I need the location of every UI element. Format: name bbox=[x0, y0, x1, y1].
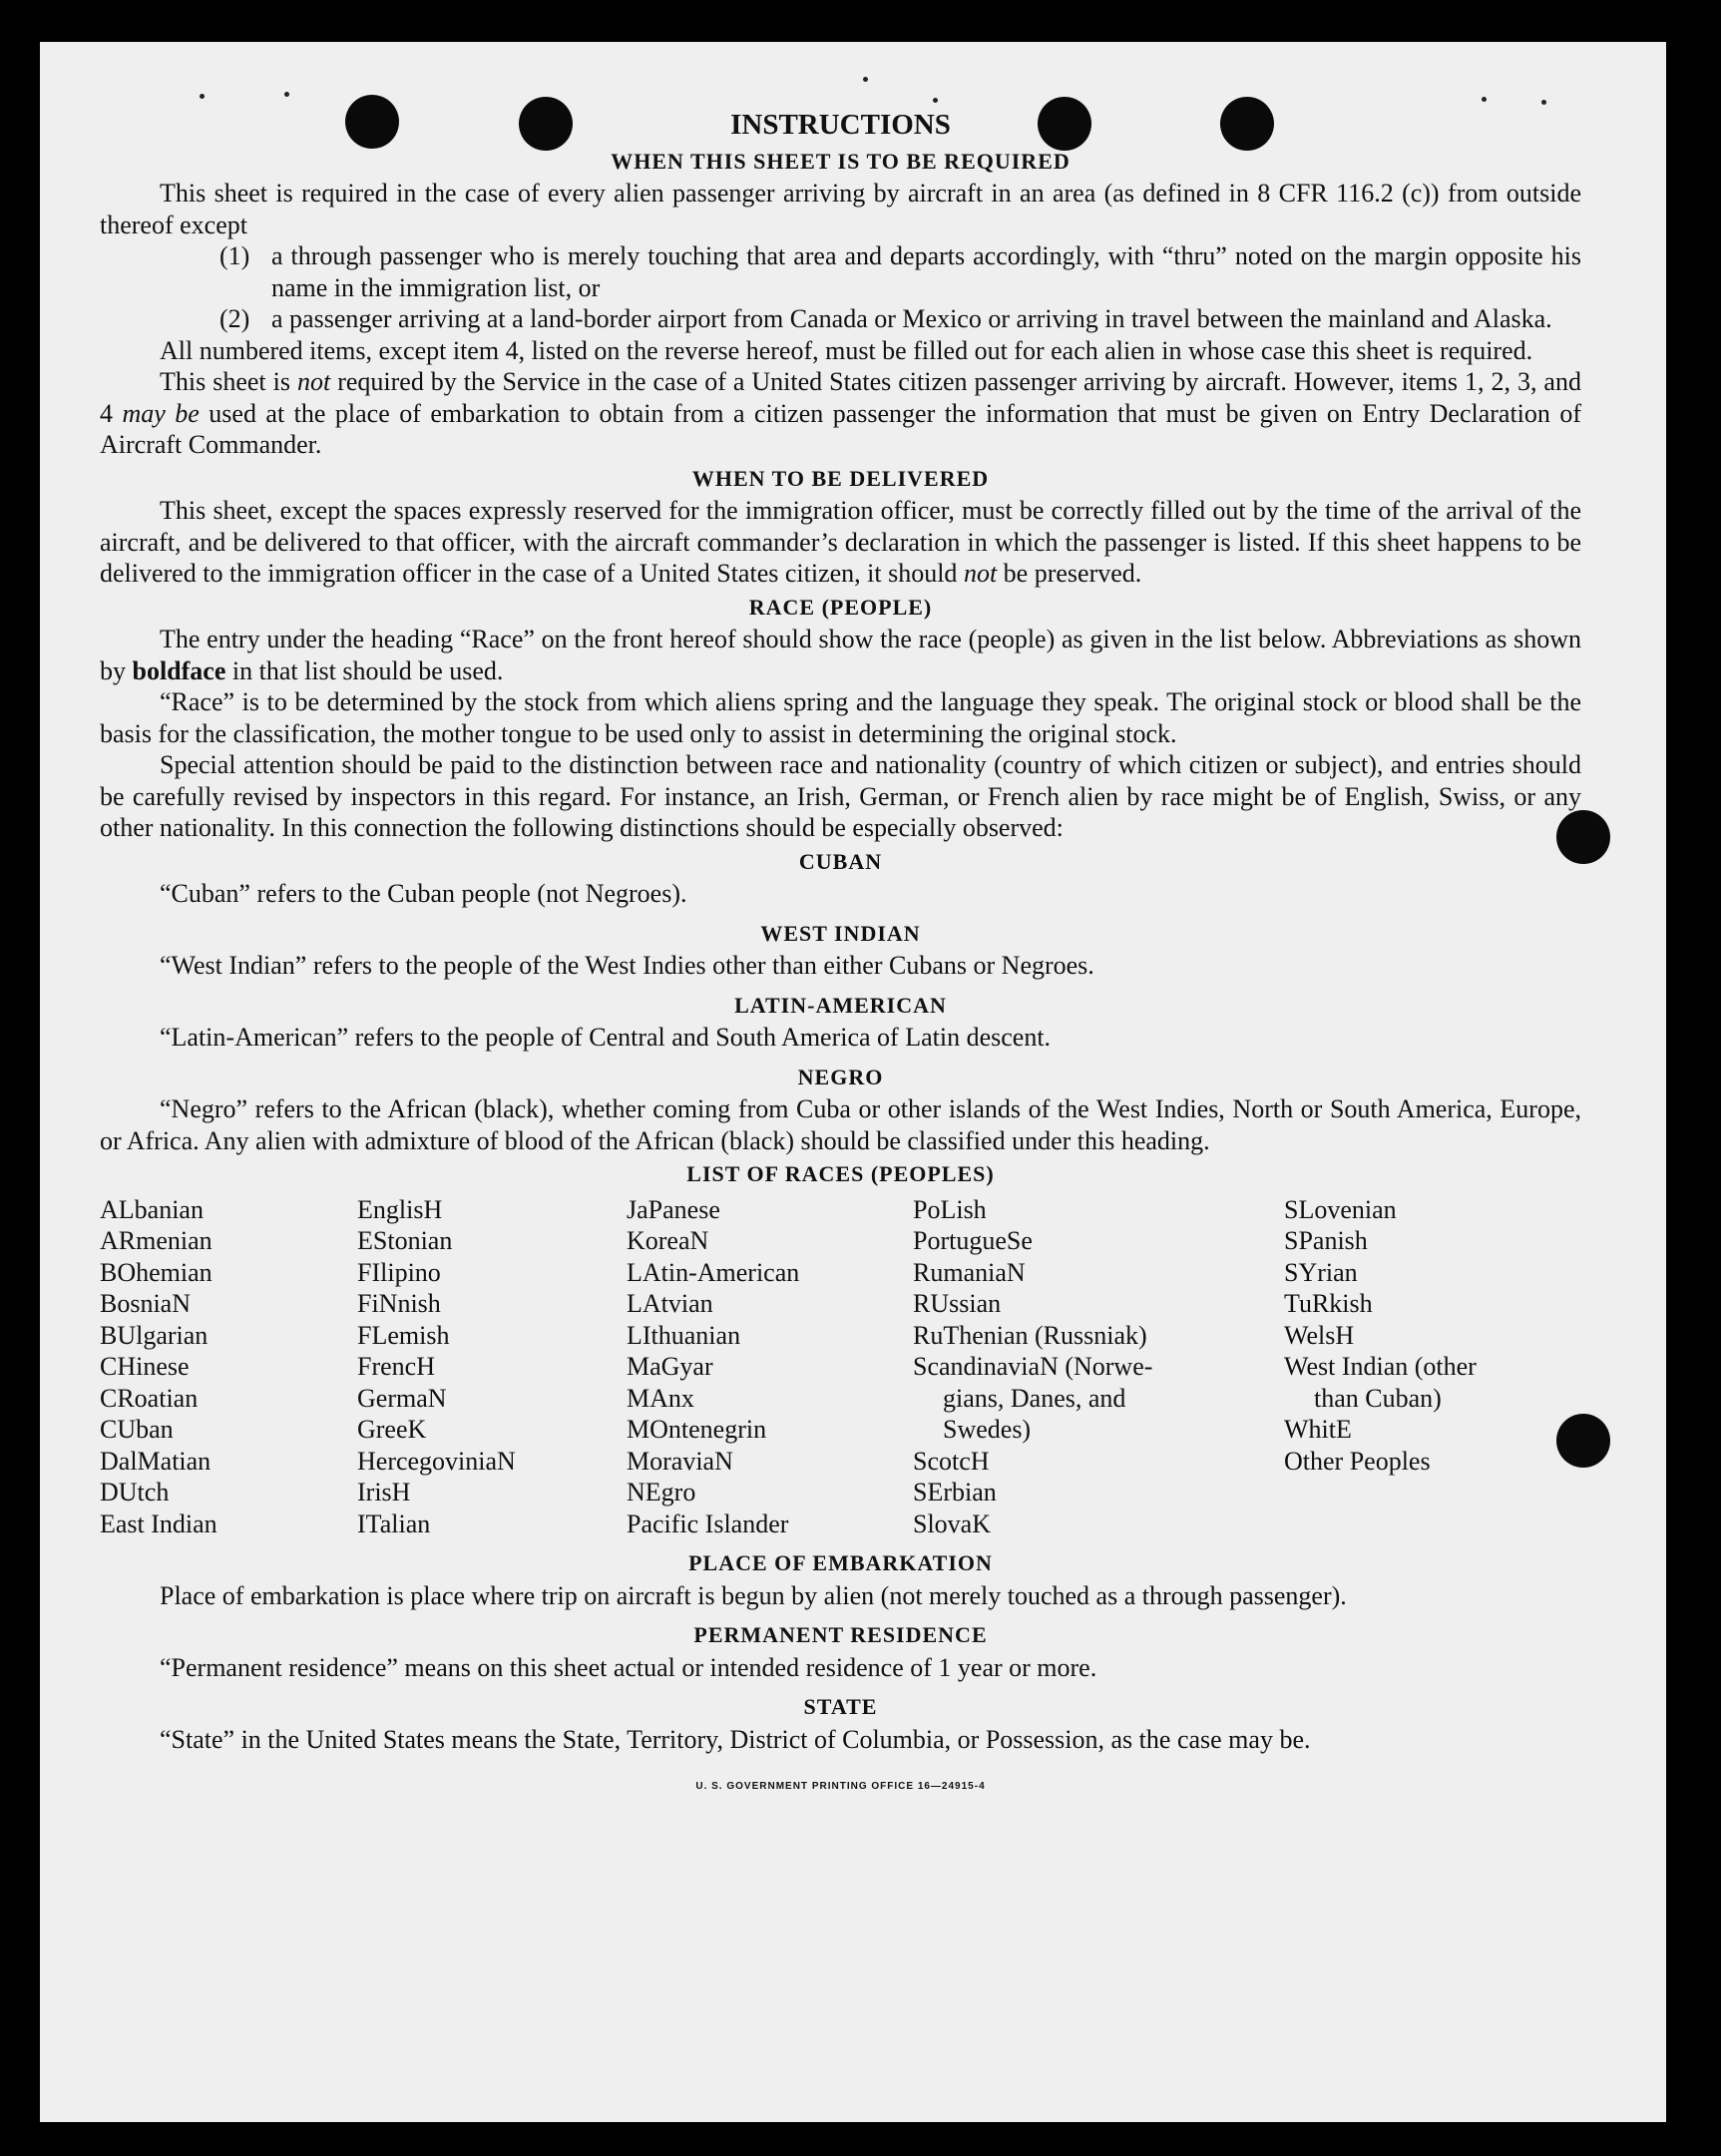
page-title: INSTRUCTIONS bbox=[730, 109, 951, 141]
race-entry: FiNnish bbox=[357, 1289, 441, 1318]
races-column bbox=[100, 1194, 357, 1540]
race-entry: SErbian bbox=[913, 1478, 997, 1507]
race-entry: PoLish bbox=[913, 1194, 987, 1224]
race-entry: ScandinaviaN (Norwe- bbox=[913, 1352, 1153, 1381]
race-entry: LAtvian bbox=[627, 1289, 713, 1318]
negro-text: “Negro” refers to the African (black), whether coming from Cuba or other islands of the West Indies, North or South America, Europe, or Africa. Any alien with admixture of blood of the African (black) should be classified under this heading. bbox=[100, 1094, 1581, 1155]
race-entry: BosniaN bbox=[100, 1289, 191, 1318]
section-heading-latin-american: LATIN-AMERICAN bbox=[734, 992, 947, 1018]
race-entry: SYrian bbox=[1284, 1257, 1358, 1287]
citizen-emphasis: may be bbox=[122, 398, 200, 428]
race-paragraph: Special attention should be paid to the distinction between race and nationality (country of which citizen or subject), and entries should be carefully revised by inspectors in this regard. For instance, an Irish, German, or French alien by race might be of English, Swiss, or any other nationality. In this connection the following distinctions should be especially observed: bbox=[100, 750, 1581, 842]
section-heading-delivered: WHEN TO BE DELIVERED bbox=[691, 465, 990, 491]
race-entry: SLovenian bbox=[1284, 1194, 1397, 1224]
race-entry: SlovaK bbox=[913, 1509, 991, 1538]
required-intro: This sheet is required in the case of every alien passenger arriving by aircraft in an area (as defined in 8 CFR 116.2 (c)) from outside thereof except bbox=[100, 179, 1581, 239]
section-heading-negro: NEGRO bbox=[797, 1064, 884, 1089]
race-entry: TuRkish bbox=[1284, 1289, 1373, 1318]
race-entry: WelsH bbox=[1284, 1320, 1355, 1350]
section-heading-races-list: LIST OF RACES (PEOPLES) bbox=[686, 1161, 995, 1186]
race-entry: HercegoviniaN bbox=[357, 1446, 516, 1476]
speck bbox=[1541, 100, 1546, 105]
race-entry: KoreaN bbox=[627, 1226, 709, 1255]
race-entry: West Indian (other bbox=[1284, 1352, 1477, 1381]
race-entry: FLemish bbox=[357, 1320, 450, 1350]
race-entry-continuation: than Cuban) bbox=[1314, 1383, 1442, 1413]
race-entry: EnglisH bbox=[357, 1194, 443, 1224]
delivered-text-part: This sheet, except the spaces expressly reserved for the immigration officer, must be correctly filled out by the time of the arrival of the aircraft, and be delivered to that officer, with the aircraft commander’s declaration in which the passenger is listed. If this sheet happens to be delivered to the immigration officer in the case of a United States citizen, it should bbox=[100, 496, 1581, 588]
race-text: in that list should be used. bbox=[225, 655, 504, 685]
race-text: The entry under the heading “Race” on the front hereof should show the race (people) as given in the list below. Abbreviations as shown by bbox=[100, 625, 1581, 685]
section-heading-state: STATE bbox=[803, 1694, 878, 1719]
speck bbox=[1482, 97, 1487, 102]
race-paragraph bbox=[100, 624, 1581, 686]
exception-number: (1) bbox=[219, 241, 250, 270]
state-text: “State” in the United States means the State, Territory, District of Columbia, or Possession, as the case may be. bbox=[160, 1724, 1311, 1754]
race-entry: RUssian bbox=[913, 1289, 1002, 1318]
speck bbox=[200, 94, 205, 99]
race-entry: LIthuanian bbox=[627, 1320, 741, 1350]
exception-item bbox=[219, 303, 1581, 335]
race-boldface: boldface bbox=[132, 655, 226, 685]
race-entry: JaPanese bbox=[627, 1194, 720, 1224]
citizen-text: used at the place of embarkation to obtain from a citizen passenger the information that must be given on Entry Declaration of Aircraft Commander. bbox=[100, 398, 1582, 459]
exception-text: a passenger arriving at a land-border airport from Canada or Mexico or arriving in travel between the mainland and Alaska. bbox=[271, 304, 1552, 333]
race-entry: FIlipino bbox=[357, 1257, 441, 1287]
delivered-text-part: be preserved. bbox=[997, 559, 1142, 588]
section-heading-cuban: CUBAN bbox=[798, 848, 883, 874]
exception-item bbox=[219, 240, 1581, 303]
race-entry: EStonian bbox=[357, 1226, 453, 1255]
race-entry: MoraviaN bbox=[627, 1446, 733, 1476]
section-heading-required: WHEN THIS SHEET IS TO BE REQUIRED bbox=[611, 148, 1071, 174]
race-entry: IrisH bbox=[357, 1478, 411, 1507]
races-column bbox=[627, 1194, 913, 1540]
race-entry: CUban bbox=[100, 1415, 174, 1444]
race-entry: ALbanian bbox=[100, 1194, 204, 1224]
section-heading-race: RACE (PEOPLE) bbox=[748, 594, 933, 620]
race-entry: Pacific Islander bbox=[627, 1509, 789, 1538]
delivered-emphasis: not bbox=[963, 559, 998, 588]
exception-text: a through passenger who is merely touching that area and departs accordingly, with “thru” noted on the margin opposite his name in the immigration list, or bbox=[271, 241, 1581, 302]
latin-american-text: “Latin-American” refers to the people of Central and South America of Latin descent. bbox=[160, 1023, 1052, 1052]
races-list bbox=[100, 1194, 1581, 1540]
race-entry: ScotcH bbox=[913, 1446, 990, 1476]
race-entry: MOntenegrin bbox=[627, 1415, 767, 1444]
printing-office-footer: U. S. GOVERNMENT PRINTING OFFICE 16—24915-4 bbox=[695, 1781, 986, 1792]
section-heading-west-indian: WEST INDIAN bbox=[760, 920, 921, 946]
citizen-note bbox=[100, 366, 1581, 461]
speck bbox=[284, 92, 289, 97]
race-entry: Other Peoples bbox=[1284, 1446, 1431, 1476]
exception-number: (2) bbox=[219, 304, 250, 333]
embarkation-text: Place of embarkation is place where trip on aircraft is begun by alien (not merely touched as a through passenger). bbox=[160, 1580, 1347, 1610]
races-column bbox=[357, 1194, 627, 1540]
race-entry: ITalian bbox=[357, 1509, 431, 1538]
instructions-content bbox=[100, 110, 1581, 1803]
citizen-text: This sheet is bbox=[160, 367, 297, 396]
speck bbox=[933, 98, 938, 103]
race-entry: BOhemian bbox=[100, 1257, 213, 1287]
race-entry: PortugueSe bbox=[913, 1226, 1033, 1255]
race-entry: LAtin-American bbox=[627, 1257, 800, 1287]
race-entry: ARmenian bbox=[100, 1226, 213, 1255]
numbered-items-note: All numbered items, except item 4, listed on the reverse hereof, must be filled out for each alien in whose case this sheet is required. bbox=[160, 335, 1533, 365]
race-entry-continuation: gians, Danes, and bbox=[943, 1383, 1126, 1413]
race-entry: MAnx bbox=[627, 1383, 694, 1413]
speck bbox=[863, 77, 868, 82]
citizen-emphasis: not bbox=[296, 367, 331, 396]
section-heading-embarkation: PLACE OF EMBARKATION bbox=[688, 1550, 993, 1575]
race-entry: MaGyar bbox=[627, 1352, 713, 1381]
race-entry: SPanish bbox=[1284, 1226, 1368, 1255]
race-entry: CHinese bbox=[100, 1352, 190, 1381]
residence-text: “Permanent residence” means on this sheet actual or intended residence of 1 year or more. bbox=[160, 1652, 1097, 1682]
delivered-text bbox=[100, 495, 1581, 590]
race-entry: GermaN bbox=[357, 1383, 447, 1413]
race-entry: DalMatian bbox=[100, 1446, 212, 1476]
race-entry: DUtch bbox=[100, 1478, 170, 1507]
race-entry: FrencH bbox=[357, 1352, 435, 1381]
race-paragraph: “Race” is to be determined by the stock from which aliens spring and the language they speak. The original stock or blood shall be the basis for the classification, the mother tongue to be used only to assist in determining the original stock. bbox=[100, 687, 1581, 748]
cuban-text: “Cuban” refers to the Cuban people (not Negroes). bbox=[160, 879, 687, 908]
section-heading-residence: PERMANENT RESIDENCE bbox=[693, 1622, 988, 1647]
race-entry: East Indian bbox=[100, 1509, 217, 1538]
race-entry: CRoatian bbox=[100, 1383, 199, 1413]
race-entry: RumaniaN bbox=[913, 1257, 1026, 1287]
race-entry: NEgro bbox=[627, 1478, 696, 1507]
race-entry: BUlgarian bbox=[100, 1320, 209, 1350]
citizen-text: required by the Service in the case of a United States citizen passenger arriving by aircraft. However, items 1, 2, 3, and 4 bbox=[100, 367, 1581, 428]
race-entry: RuThenian (Russniak) bbox=[913, 1320, 1147, 1350]
race-entry: WhitE bbox=[1284, 1415, 1352, 1444]
races-column bbox=[913, 1194, 1284, 1540]
race-entry-continuation: Swedes) bbox=[943, 1415, 1032, 1444]
west-indian-text: “West Indian” refers to the people of the West Indies other than either Cubans or Negroes. bbox=[160, 951, 1094, 980]
races-column bbox=[1284, 1194, 1573, 1540]
race-entry: GreeK bbox=[357, 1415, 427, 1444]
